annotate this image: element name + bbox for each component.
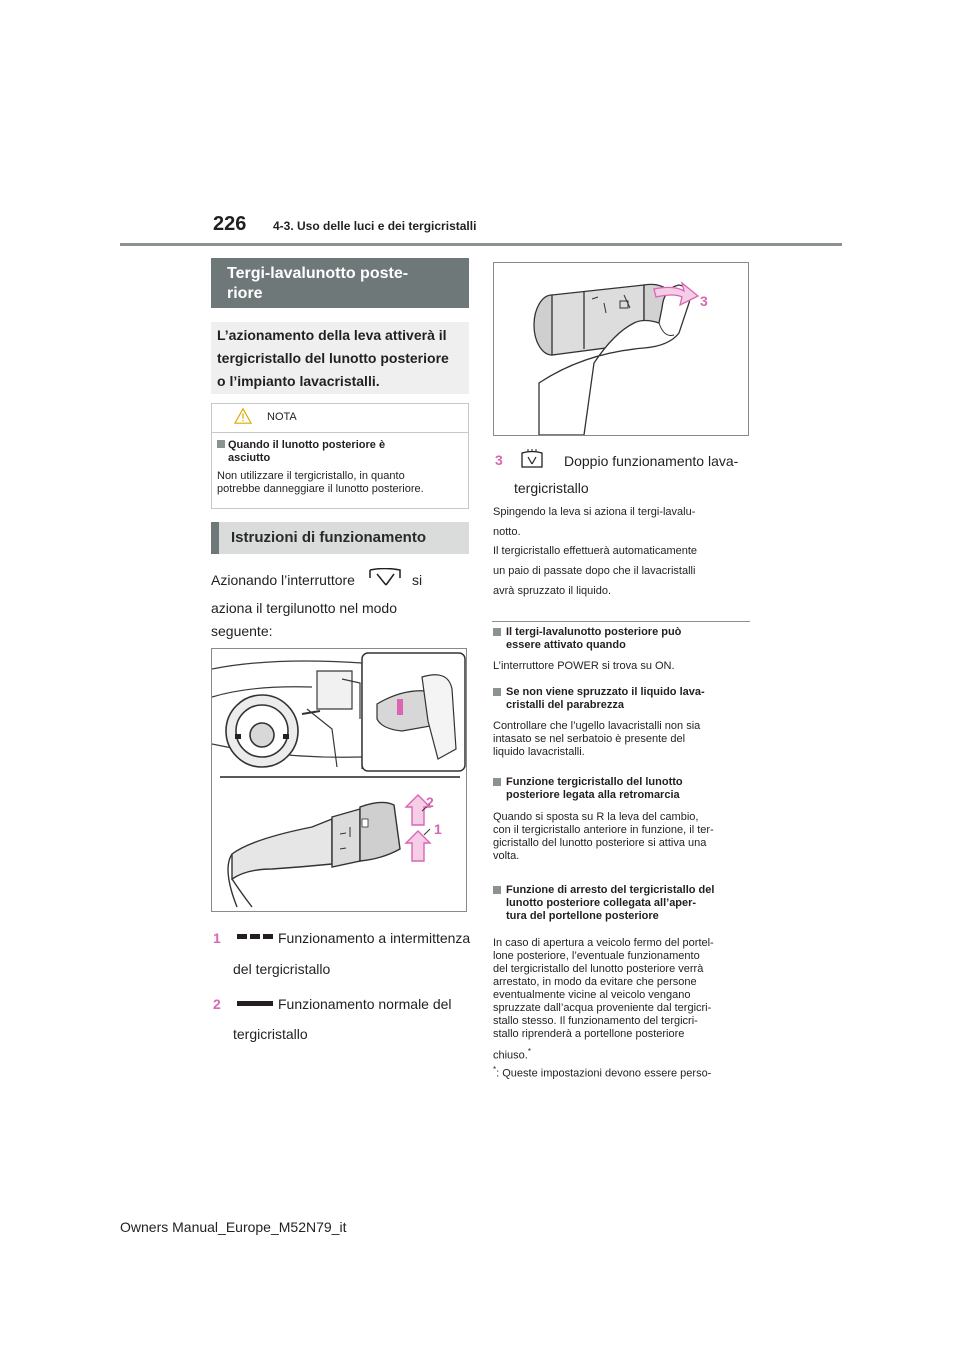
normal-icon <box>237 1001 273 1007</box>
intro-line: L’azionamento della leva attiverà il <box>217 327 447 343</box>
paragraph-line: un paio di passate dopo che il lavacristalli <box>493 565 696 577</box>
subsection-title-line1: Tergi-lavalunotto poste- <box>227 265 409 282</box>
note-body-line: chiuso. <box>493 1049 528 1062</box>
nota-header <box>212 404 468 433</box>
item-text: Funzionamento a intermittenza <box>278 930 471 946</box>
note-title <box>506 686 750 712</box>
body-line-3: seguente: <box>211 623 273 639</box>
figure-lever-push <box>493 262 749 436</box>
divider <box>492 621 750 622</box>
intro-line: o l’impianto lavacristalli. <box>217 373 380 389</box>
note-body-line: del tergicristallo del lunotto posteriore verrà <box>493 963 704 975</box>
item-text: Doppio funzionamento lava- <box>564 453 739 469</box>
item-text: tergicristallo <box>514 480 589 496</box>
footnote-marker: * <box>527 1047 531 1056</box>
note-body <box>493 811 751 863</box>
nota-box <box>211 403 469 509</box>
note-body-line: L’interruttore POWER si trova su ON. <box>493 660 675 672</box>
instructions-title: Istruzioni di funzionamento <box>211 522 469 554</box>
bullet-square <box>217 440 225 448</box>
item-text: Funzionamento normale del <box>278 996 452 1012</box>
bullet-square <box>493 688 501 696</box>
item-text: tergicristallo <box>233 1026 308 1042</box>
nota-item-body <box>217 470 467 496</box>
body-text: si <box>412 572 423 588</box>
note-body-line: lone posteriore, l’eventuale funzionamento <box>493 950 700 962</box>
note-body-line: In caso di apertura a veicolo fermo del portel- <box>493 937 714 949</box>
nota-body-line: potrebbe danneggiare il lunotto posteriore. <box>217 483 424 495</box>
note-title-line: essere attivato quando <box>506 639 626 651</box>
bullet-square <box>493 628 501 636</box>
note-body <box>493 937 751 1041</box>
section-title: 4-3. Uso delle luci e dei tergicristalli <box>273 219 477 233</box>
nota-body-line: Non utilizzare il tergicristallo, in quanto <box>217 470 405 482</box>
note-body <box>493 720 751 759</box>
note-title-line: Se non viene spruzzato il liquido lava- <box>506 686 705 698</box>
item-text: del tergicristallo <box>233 961 331 977</box>
note-body-line: stallo riprenderà a portellone posteriore <box>493 1028 685 1040</box>
item-number: 2 <box>213 996 221 1012</box>
note-title-line: tura del portellone posteriore <box>506 910 659 922</box>
paragraph-line: notto. <box>493 526 521 538</box>
footer-text: Owners Manual_Europe_M52N79_it <box>120 1219 347 1235</box>
note-title-line: lunotto posteriore collegata all’aper- <box>506 897 697 909</box>
subsection-title-line2: riore <box>227 285 263 302</box>
washer-icon <box>520 449 544 469</box>
lever-illustration <box>212 649 466 911</box>
note-body-line: Controllare che l’ugello lavacristalli non sia <box>493 720 701 732</box>
note-body-line: intasato se nel serbatoio è presente del <box>493 733 686 745</box>
nota-item-title <box>228 439 458 465</box>
note-title <box>506 884 750 923</box>
footnote <box>493 1063 711 1081</box>
footnote-marker: * <box>493 1065 497 1074</box>
body-line-1 <box>211 570 355 591</box>
item-number: 1 <box>213 930 221 946</box>
paragraph-line: avrà spruzzato il liquido. <box>493 585 612 597</box>
footnote-text: : Queste impostazioni devono essere perso- <box>496 1067 712 1080</box>
note-body-line: eventualmente vicine al veicolo vengano <box>493 989 691 1001</box>
figure-label-3: 3 <box>700 293 708 309</box>
note-body-line: con il tergicristallo anteriore in funzione, il ter- <box>493 824 714 836</box>
note-title <box>506 626 750 652</box>
note-title-line: cristalli del parabrezza <box>506 699 624 711</box>
note-body-line: arrestato, in modo da evitare che persone <box>493 976 697 988</box>
note-body-line: spruzzate dall’acqua proveniente dal tergicri- <box>493 1002 712 1014</box>
note-title <box>506 776 750 802</box>
subsection-title <box>211 258 469 308</box>
nota-title-line: Quando il lunotto posteriore è <box>228 439 386 451</box>
intermittent-icon <box>237 934 273 940</box>
figure-label-2: 2 <box>426 794 434 810</box>
note-title-line: Funzione di arresto del tergicristallo del <box>506 884 715 896</box>
paragraph <box>493 502 751 542</box>
note-title-line: Il tergi-lavalunotto posteriore può <box>506 626 682 638</box>
header-rule <box>120 243 842 246</box>
intro-line: tergicristallo del lunotto posteriore <box>217 350 449 366</box>
paragraph-line: Il tergicristallo effettuerà automaticamente <box>493 545 698 557</box>
warning-icon <box>234 407 252 425</box>
page-number: 226 <box>213 213 247 235</box>
body-line-2: aziona il tergilunotto nel modo <box>211 600 398 616</box>
note-body-line: gicristallo del lunotto posteriore si attiva una <box>493 837 707 849</box>
lever-push-illustration <box>494 263 748 435</box>
paragraph-line: Spingendo la leva si aziona il tergi-lavalu- <box>493 506 696 518</box>
nota-label: NOTA <box>267 411 297 423</box>
rear-wiper-switch-icon <box>368 568 402 588</box>
note-body-line: Quando si sposta su R la leva del cambio, <box>493 811 699 823</box>
note-title-line: posteriore legata alla retromarcia <box>506 789 680 801</box>
intro-box <box>211 322 469 394</box>
note-title-line: Funzione tergicristallo del lunotto <box>506 776 683 788</box>
item-number: 3 <box>495 452 503 468</box>
note-body-line: volta. <box>493 850 520 862</box>
note-last-line <box>493 1045 531 1063</box>
figure-wiper-lever <box>211 648 467 912</box>
bullet-square <box>493 778 501 786</box>
body-text: Azionando l’interruttore <box>211 572 355 588</box>
note-body <box>493 660 751 673</box>
nota-title-line: asciutto <box>228 452 271 464</box>
figure-label-1: 1 <box>434 821 442 837</box>
paragraph <box>493 541 751 601</box>
bullet-square <box>493 886 501 894</box>
note-body-line: liquido lavacristalli. <box>493 746 585 758</box>
note-body-line: stallo stesso. Il funzionamento del tergicri- <box>493 1015 698 1027</box>
